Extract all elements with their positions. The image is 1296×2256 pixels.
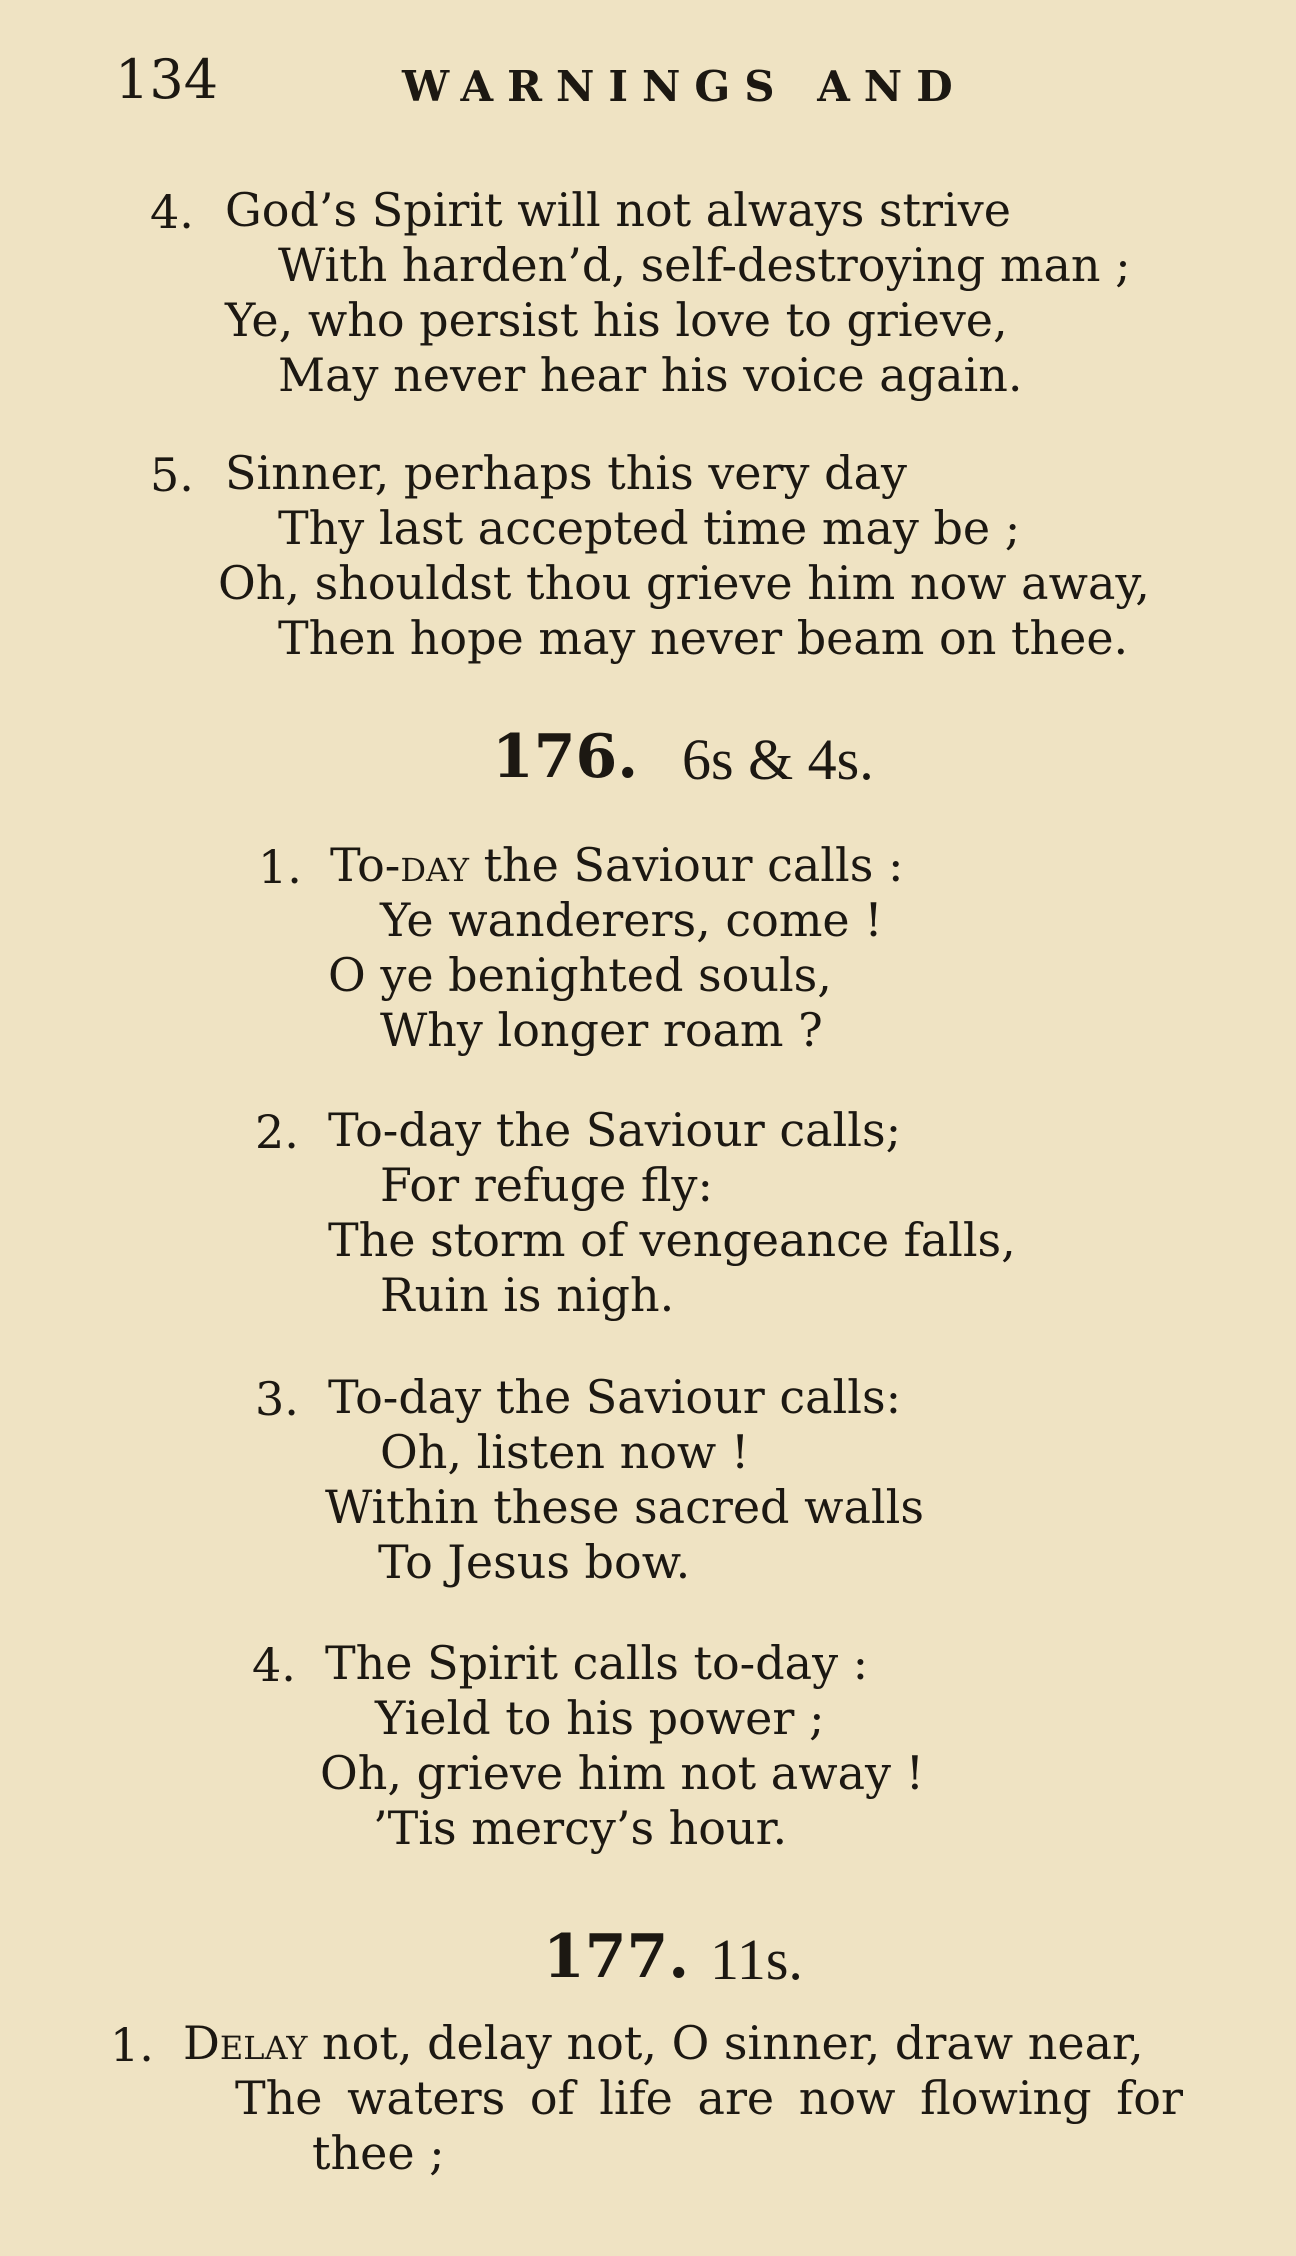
verse-line: Why longer roam ?: [380, 1003, 823, 1057]
verse-line: To-day the Saviour calls:: [328, 1370, 902, 1424]
verse-line: Oh, grieve him not away !: [320, 1746, 925, 1800]
hymn-meter: 11s.: [710, 1927, 803, 1992]
verse-line: Ruin is nigh.: [380, 1268, 675, 1322]
running-title: WARNINGS AND: [402, 62, 967, 111]
stanza-number: 5.: [150, 448, 194, 502]
verse-line: Yield to his power ;: [375, 1691, 825, 1745]
hymn-meter: 6s & 4s.: [682, 727, 874, 792]
stanza-number: 3.: [255, 1372, 299, 1426]
verse-line: For refuge fly:: [380, 1158, 714, 1212]
verse-line: Thy last accepted time may be ;: [278, 501, 1021, 555]
verse-line: The Spirit calls to-day :: [325, 1636, 869, 1690]
verse-line: ’Tis mercy’s hour.: [373, 1801, 788, 1855]
verse-line: Sinner, perhaps this very day: [225, 446, 907, 500]
verse-line: To-day the Saviour calls :: [330, 838, 904, 892]
page-number: 134: [115, 48, 219, 111]
verse-line: With harden’d, self-destroying man ;: [278, 238, 1131, 292]
verse-line: The waters of life are now flowing for: [235, 2071, 1183, 2125]
stanza-number: 2.: [255, 1105, 299, 1159]
verse-line: Ye wanderers, come !: [380, 893, 883, 947]
stanza-number: 1.: [258, 840, 302, 894]
stanza-number: 1.: [110, 2018, 154, 2072]
hymn-number: 177.: [543, 1922, 690, 1992]
verse-line: Then hope may never beam on thee.: [278, 611, 1129, 665]
verse-line: Ye, who persist his love to grieve,: [225, 293, 1008, 347]
verse-line: The storm of vengeance falls,: [328, 1213, 1016, 1267]
verse-line: To Jesus bow.: [378, 1535, 691, 1589]
stanza-number: 4.: [150, 185, 194, 239]
verse-line: To-day the Saviour calls;: [328, 1103, 902, 1157]
verse-line: Delay not, delay not, O sinner, draw near,: [183, 2016, 1144, 2070]
verse-line: Within these sacred walls: [325, 1480, 924, 1534]
verse-line: May never hear his voice again.: [278, 348, 1023, 402]
verse-line: God’s Spirit will not always strive: [225, 183, 1011, 237]
verse-line: thee ;: [312, 2126, 445, 2180]
verse-line: Oh, shouldst thou grieve him now away,: [218, 556, 1150, 610]
verse-line: Oh, listen now !: [380, 1425, 750, 1479]
stanza-number: 4.: [252, 1638, 296, 1692]
hymn-number: 176.: [492, 722, 639, 792]
verse-line: O ye benighted souls,: [328, 948, 832, 1002]
